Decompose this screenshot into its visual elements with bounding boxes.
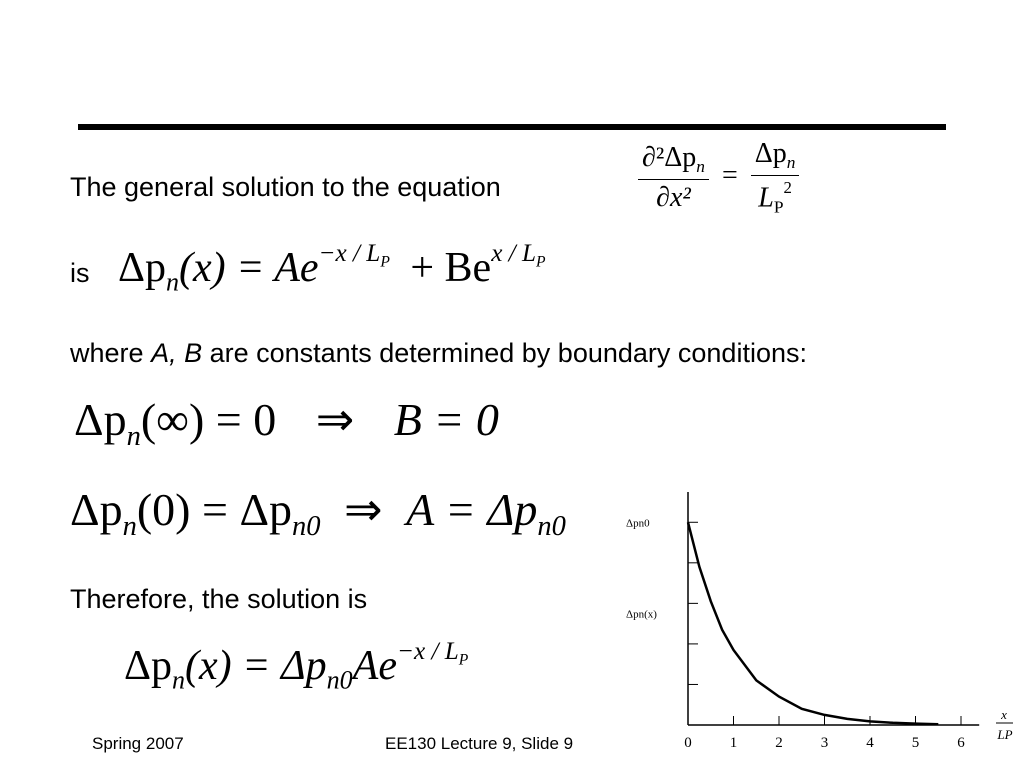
title-rule [78, 124, 946, 130]
where-text [70, 338, 807, 369]
footer-center: EE130 Lecture 9, Slide 9 [385, 734, 574, 753]
x-tick-label: 2 [775, 735, 783, 751]
x-tick-label: 1 [729, 735, 738, 751]
intro-text: The general solution to the equation [70, 172, 501, 202]
is-text: is [70, 258, 90, 288]
x-tick-label: 6 [957, 735, 965, 751]
diffeq-equation: $\frac{\partial^2\Delta p_n}{\text{∂x²}}$ = $\frac{\Delta p_n}{L_P^2}$ [638, 138, 799, 218]
general-solution-equation: $\Delta p_n(x) = Ae^{-x / L_P} + Be^{x / L_P}$ [118, 240, 546, 297]
y-label-dpnx: Δpn(x) [626, 608, 657, 621]
decay-chart [620, 480, 1024, 768]
decay-curve [688, 522, 938, 724]
x-axis-label-x: x [1001, 707, 1007, 722]
x-tick-label: 5 [911, 735, 920, 751]
where-rest: are constants determined by boundary conditions: [209, 338, 807, 368]
bc-infinity-equation: $\Delta p_n(\infty) = 0$ ⇒ B = 0 [74, 394, 499, 452]
where-constants: A, B [151, 338, 203, 368]
therefore-text: Therefore, the solution is [70, 584, 368, 614]
footer-left: Spring 2007 [92, 734, 184, 753]
where-word: where [70, 338, 144, 368]
y-label-dpn0: Δpn0 [626, 517, 650, 530]
x-tick-label: 0 [684, 735, 692, 751]
x-axis-label-lp: LP [997, 727, 1013, 742]
bc-zero-equation: $\Delta p_n(0) = \Delta p_{n0}$ ⇒ $A = \Delta p_{n0}$ [70, 484, 566, 542]
solution-equation: $\Delta p_n(x) = \Delta p_{n0}Ae^{-x / L_P}$ [124, 638, 469, 695]
x-tick-label: 3 [820, 735, 829, 751]
x-tick-label: 4 [866, 735, 874, 751]
